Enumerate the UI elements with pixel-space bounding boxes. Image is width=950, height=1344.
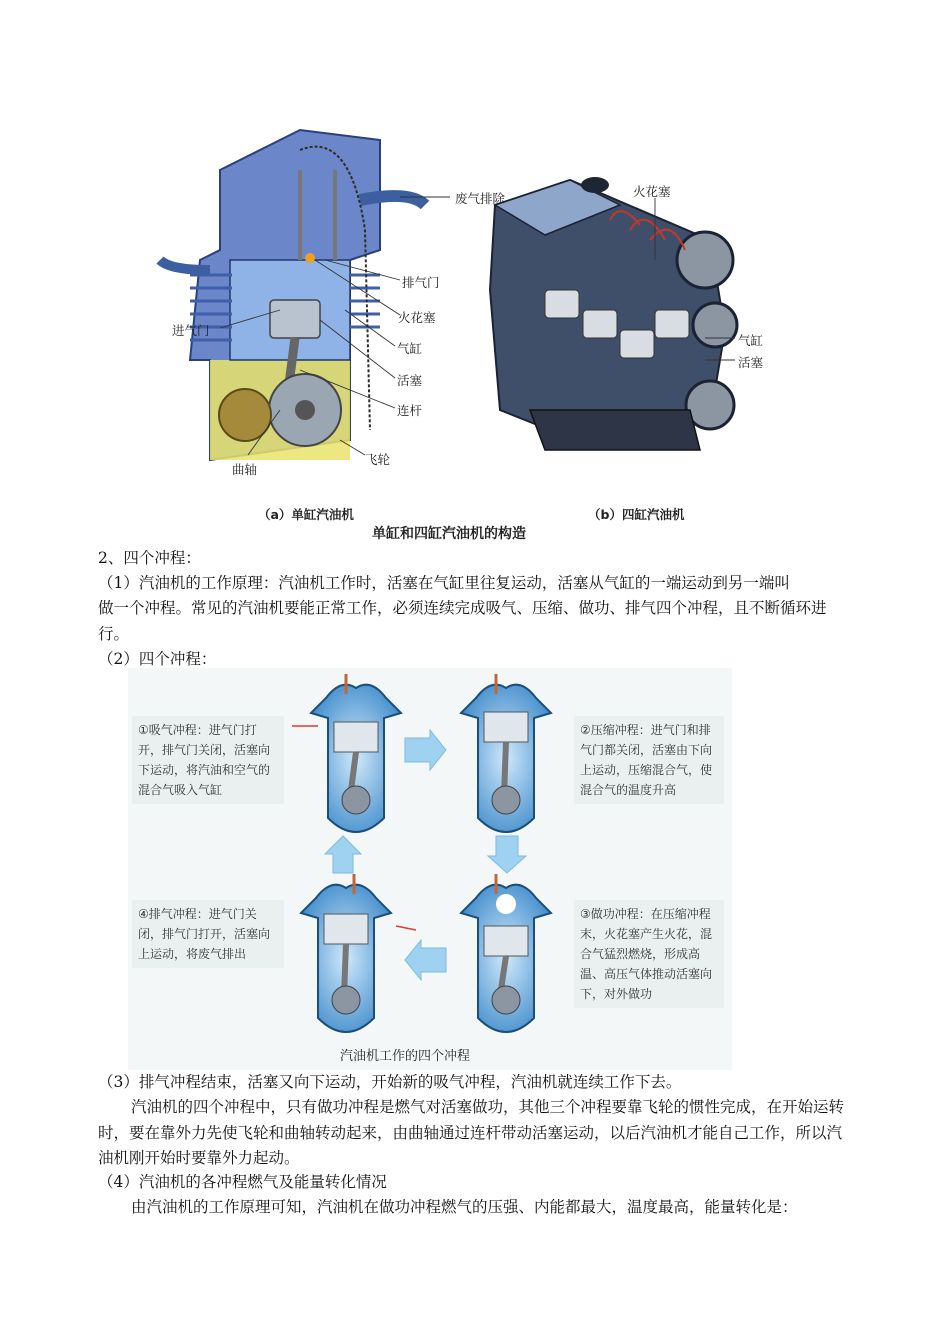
exhaust-stroke-description: ④排气冲程：进气门关闭，排气门打开，活塞向上运动，将废气排出 [132, 900, 284, 968]
label-piston-b: 活塞 [738, 355, 764, 370]
power-cylinder [461, 874, 551, 1032]
label-spark-plug-b: 火花塞 [633, 184, 671, 199]
label-spark-plug-a: 火花塞 [398, 310, 436, 325]
arrow-right [405, 730, 446, 770]
paragraph-4: 汽油机的四个冲程中，只有做功冲程是燃气对活塞做功，其他三个冲程要靠飞轮的惯性完成，在开始运转时，要在靠外力先使飞轮和曲轴转动起来，由曲轴通过连杆带动活塞运动，以后汽油机才能自己工作，所以汽油机刚开始时要靠外力起动。 [98, 1098, 845, 1167]
single-cylinder-engine-drawing [160, 130, 425, 460]
label-piston-a: 活塞 [397, 373, 423, 388]
paragraph-1-line1: （1）汽油机的工作原理：汽油机工作时，活塞在气缸里往复运动，活塞从气缸的一端运动到另一端叫 [98, 574, 790, 592]
subcaption-b: （b）四缸汽油机 [588, 507, 685, 522]
subcaption-a: （a）单缸汽油机 [258, 507, 354, 522]
figure1-caption: 单缸和四缸汽油机的构造 [372, 526, 526, 542]
arrow-left [405, 940, 446, 980]
paragraph-2: （2）四个冲程： [98, 650, 217, 668]
label-conn-rod: 连杆 [397, 403, 423, 418]
engine-structure-figure [150, 110, 790, 550]
label-cylinder-a: 气缸 [397, 341, 423, 356]
arrow-down [488, 836, 526, 873]
paragraph-1-rest: 做一个冲程。常见的汽油机要能正常工作，必须连续完成吸气、压缩、做功、排气四个冲程，且不断循环进行。 [98, 599, 827, 643]
arrow-up [325, 836, 361, 873]
engine-structure-illustration [150, 110, 790, 550]
compression-cylinder [461, 674, 551, 832]
exhaust-cylinder [301, 874, 416, 1032]
paragraph-5: （4）汽油机的各冲程燃气及能量转化情况 [98, 1173, 387, 1191]
four-cylinder-engine-drawing [490, 177, 737, 450]
figure2-caption: 汽油机工作的四个冲程 [340, 1049, 471, 1064]
paragraph-3: （3）排气冲程结束，活塞又向下运动，开始新的吸气冲程，汽油机就连续工作下去。 [98, 1073, 682, 1091]
label-crankshaft: 曲轴 [232, 462, 258, 477]
label-exhaust-valve: 排气门 [402, 275, 440, 290]
intake-cylinder [292, 674, 401, 832]
label-flywheel: 飞轮 [365, 452, 391, 467]
power-stroke-description: ③做功冲程：在压缩冲程末，火花塞产生火花，混合气猛烈燃烧，形成高温、高压气体推动活塞向下，对外做功 [574, 900, 724, 1008]
compression-stroke-description: ②压缩冲程：进气门和排气门都关闭，活塞由下向上运动，压缩混合气，使混合气的温度升高 [574, 716, 724, 804]
intake-stroke-description: ①吸气冲程：进气门打开，排气门关闭，活塞向下运动，将汽油和空气的混合气吸入气缸 [132, 716, 284, 804]
paragraph-6: 由汽油机的工作原理可知，汽油机在做功冲程燃气的压强、内能都最大，温度最高，能量转化是： [131, 1198, 798, 1216]
label-intake-valve: 进气门 [172, 323, 210, 338]
section-title: 2、四个冲程： [98, 549, 201, 567]
four-strokes-figure [128, 668, 732, 1070]
label-exhaust-out: 废气排除 [455, 191, 506, 206]
label-cylinder-b: 气缸 [738, 333, 764, 348]
